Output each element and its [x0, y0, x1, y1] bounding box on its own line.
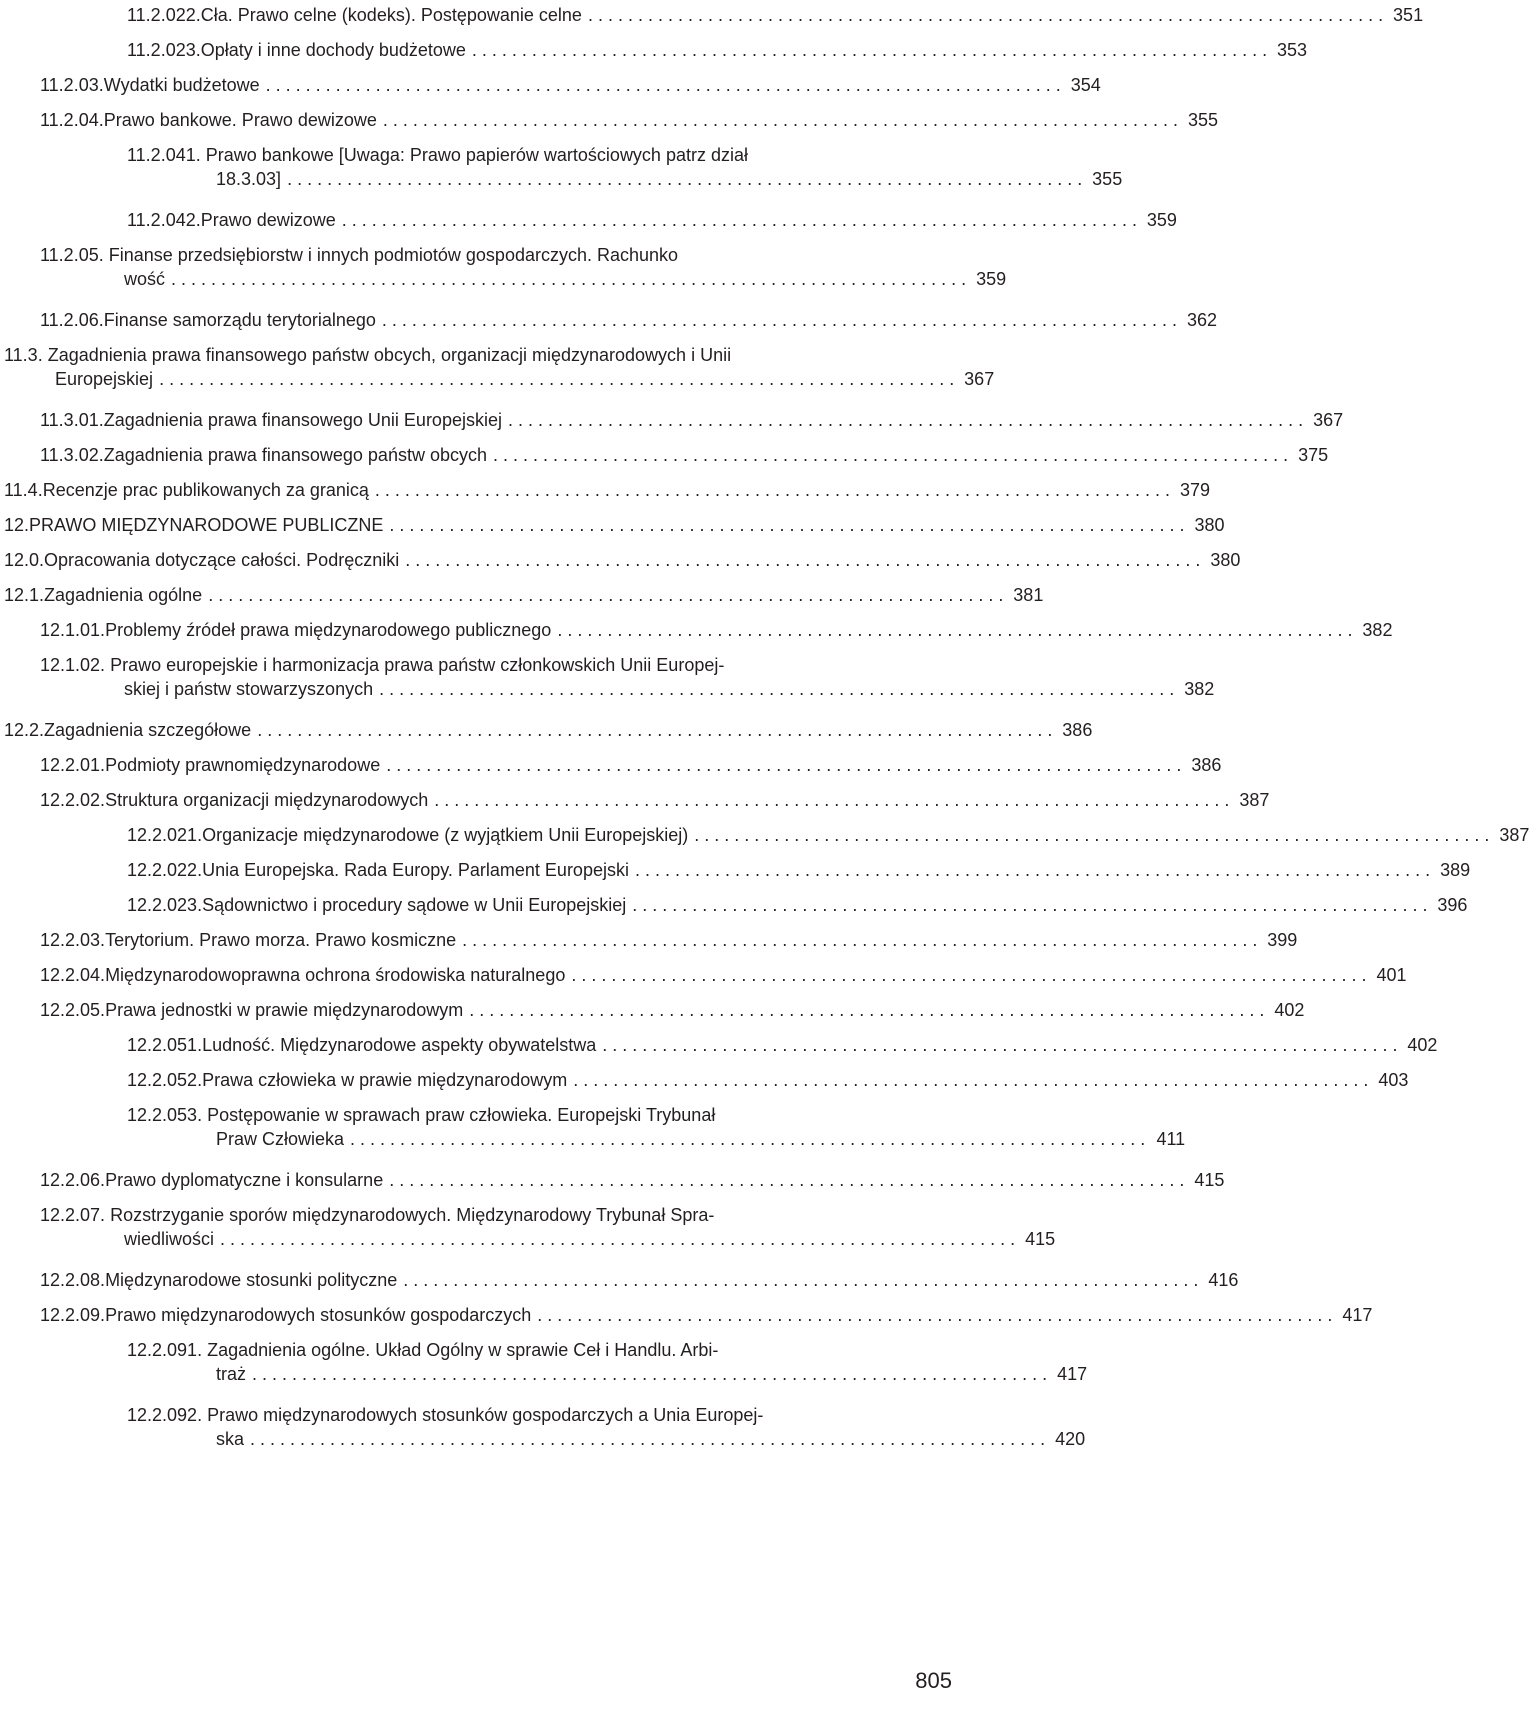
dot-leader: . . . . . . . . . . . . . . . . . . . . . . . . . . . . . . . . . . . . . . . . . . . . . . . . . . . . . . . . . . . . . . . . . . . . . . . . . . . . . . . .	[462, 930, 1258, 950]
toc-entry-number: 12.1.02.	[40, 655, 106, 675]
toc-entry-number: 11.2.04.	[40, 110, 104, 130]
toc-entry-page: 402	[1274, 1000, 1305, 1020]
toc-entry-number: 12.2.021.	[127, 825, 203, 845]
toc-entry-number: 12.2.023.	[127, 895, 203, 915]
toc-entry-page: 382	[1184, 679, 1215, 699]
toc-entry-number: 11.2.06.	[40, 310, 104, 330]
toc-entry-first-line	[40, 243, 868, 267]
toc-entry[interactable]	[127, 208, 1177, 232]
toc-entry-title: Międzynarodowe stosunki polityczne	[105, 1270, 398, 1290]
toc-entry-title: Prawa jednostki w prawie międzynarodowym	[105, 1000, 464, 1020]
toc-entry-page: 353	[1277, 40, 1308, 60]
toc-entry[interactable]	[40, 618, 1393, 642]
toc-entry-title: Recenzje prac publikowanych za granicą	[42, 480, 369, 500]
toc-entry-page: 354	[1070, 75, 1101, 95]
toc-entry[interactable]	[40, 1203, 1056, 1251]
toc-entry-page: 355	[1187, 110, 1219, 130]
toc-entry-title: Opłaty i inne dochody budżetowe	[200, 40, 466, 60]
toc-entry-page: 382	[1362, 620, 1393, 640]
toc-entry-title: Zagadnienia prawa finansowego państw obcych	[103, 445, 487, 465]
toc-entry-number: 12.2.051.	[127, 1035, 203, 1055]
toc-entry-title: Problemy źródeł prawa międzynarodowego publicznego	[105, 620, 552, 640]
toc-entry-title: Prawo bankowe. Prawo dewizowe	[103, 110, 377, 130]
toc-entry[interactable]	[4, 548, 1241, 572]
dot-leader: . . . . . . . . . . . . . . . . . . . . . . . . . . . . . . . . . . . . . . . . . . . . . . . . . . . . . . . . . . . . . . . . . . . . . . . . . . . . . . . .	[632, 895, 1428, 915]
toc-entry-title: Organizacje międzynarodowe (z wyjątkiem Unii Europejskiej)	[202, 825, 689, 845]
dot-leader: . . . . . . . . . . . . . . . . . . . . . . . . . . . . . . . . . . . . . . . . . . . . . . . . . . . . . . . . . . . . . . . . . . . . . . . . . . . . . . . .	[469, 1000, 1265, 1020]
toc-entry[interactable]	[4, 513, 1225, 537]
toc-entry-title: Prawa człowieka w prawie międzynarodowym	[202, 1070, 568, 1090]
toc-entry-page: 379	[1180, 480, 1211, 500]
toc-entry-page: 415	[1025, 1229, 1056, 1249]
toc-entry-number: 11.3.01.	[40, 410, 104, 430]
dot-leader: . . . . . . . . . . . . . . . . . . . . . . . . . . . . . . . . . . . . . . . . . . . . . . . . . . . . . . . . . . . . . . . . . . . . . . . . . . . . . . . .	[571, 965, 1367, 985]
toc-entry-first-line	[40, 1203, 868, 1227]
toc-entry-page: 386	[1062, 720, 1093, 740]
toc-entry[interactable]	[40, 408, 1344, 432]
dot-leader: . . . . . . . . . . . . . . . . . . . . . . . . . . . . . . . . . . . . . . . . . . . . . . . . . . . . . . . . . . . . . . . . . . . . . . . . . . . . . . . .	[257, 720, 1053, 740]
toc-entry-title: Zagadnienia ogólne. Układ Ogólny w sprawie Ceł i Handlu. Arbi-	[202, 1340, 719, 1360]
dot-leader: . . . . . . . . . . . . . . . . . . . . . . . . . . . . . . . . . . . . . . . . . . . . . . . . . . . . . . . . . . . . . . . . . . . . . . . . . . . . . . . .	[250, 1429, 1046, 1449]
toc-entry-number: 12.2.06.	[40, 1170, 106, 1190]
toc-entry-page: 396	[1437, 895, 1468, 915]
dot-leader: . . . . . . . . . . . . . . . . . . . . . . . . . . . . . . . . . . . . . . . . . . . . . . . . . . . . . . . . . . . . . . . . . . . . . . . . . . . . . . . .	[374, 480, 1171, 500]
toc-entry[interactable]	[40, 788, 1270, 812]
toc-entry-title: Zagadnienia prawa finansowego Unii Europejskiej	[103, 410, 502, 430]
toc-entry-title: Postępowanie w sprawach praw człowieka. Europejski Trybunał	[202, 1105, 716, 1125]
toc-entry[interactable]	[40, 108, 1219, 132]
toc-entry-number: 12.2.091.	[127, 1340, 203, 1360]
toc-entry-title: Unia Europejska. Rada Europy. Parlament Europejski	[202, 860, 629, 880]
dot-leader: . . . . . . . . . . . . . . . . . . . . . . . . . . . . . . . . . . . . . . . . . . . . . . . . . . . . . . . . . . . . . . . . . . . . . . . . . . . . . . . .	[573, 1070, 1369, 1090]
toc-entry-title: Terytorium. Prawo morza. Prawo kosmiczne	[105, 930, 457, 950]
toc-entry-page: 375	[1298, 445, 1329, 465]
toc-entry[interactable]	[127, 1068, 1409, 1092]
toc-entry[interactable]	[40, 443, 1329, 467]
dot-leader: . . . . . . . . . . . . . . . . . . . . . . . . . . . . . . . . . . . . . . . . . . . . . . . . . . . . . . . . . . . . . . . . . . . . . . . . . . . . . . . .	[220, 1229, 1016, 1249]
toc-entry-number: 12.2.092.	[127, 1405, 203, 1425]
toc-entry-page: 359	[976, 269, 1007, 289]
toc-entry-page: 381	[1013, 585, 1044, 605]
toc-entry-page: 403	[1378, 1070, 1409, 1090]
dot-leader: . . . . . . . . . . . . . . . . . . . . . . . . . . . . . . . . . . . . . . . . . . . . . . . . . . . . . . . . . . . . . . . . . . . . . . . . . . . . . . . .	[587, 5, 1384, 25]
dot-leader: . . . . . . . . . . . . . . . . . . . . . . . . . . . . . . . . . . . . . . . . . . . . . . . . . . . . . . . . . . . . . . . . . . . . . . . . . . . . . . . .	[265, 75, 1061, 95]
toc-entry-number: 11.3.02.	[40, 445, 104, 465]
toc-entry-page: 355	[1092, 169, 1123, 189]
dot-leader: . . . . . . . . . . . . . . . . . . . . . . . . . . . . . . . . . . . . . . . . . . . . . . . . . . . . . . . . . . . . . . . . . . . . . . . . . . . . . . . .	[405, 550, 1201, 570]
dot-leader: . . . . . . . . . . . . . . . . . . . . . . . . . . . . . . . . . . . . . . . . . . . . . . . . . . . . . . . . . . . . . . . . . . . . . . . . . . . . . . . .	[471, 40, 1268, 60]
toc-entry-title-continuation: traż	[216, 1364, 247, 1384]
dot-leader: . . . . . . . . . . . . . . . . . . . . . . . . . . . . . . . . . . . . . . . . . . . . . . . . . . . . . . . . . . . . . . . . . . . . . . . . . . . . . . . .	[403, 1270, 1199, 1290]
toc-entry[interactable]	[40, 243, 1007, 291]
toc-entry-page: 402	[1407, 1035, 1438, 1055]
toc-entry[interactable]	[127, 1338, 1088, 1386]
toc-entry-title: Podmioty prawnomiędzynarodowe	[105, 755, 381, 775]
toc-entry-title-continuation: Praw Człowieka	[216, 1129, 345, 1149]
toc-entry-title: Struktura organizacji międzynarodowych	[105, 790, 429, 810]
toc-entry-page: 386	[1191, 755, 1222, 775]
toc-entry[interactable]	[127, 3, 1424, 27]
toc-entry-number: 11.3.	[4, 345, 43, 365]
dot-leader: . . . . . . . . . . . . . . . . . . . . . . . . . . . . . . . . . . . . . . . . . . . . . . . . . . . . . . . . . . . . . . . . . . . . . . . . . . . . . . . .	[159, 369, 955, 389]
toc-entry[interactable]	[40, 73, 1101, 97]
dot-leader: . . . . . . . . . . . . . . . . . . . . . . . . . . . . . . . . . . . . . . . . . . . . . . . . . . . . . . . . . . . . . . . . . . . . . . . . . . . . . . . .	[602, 1035, 1398, 1055]
toc-entry[interactable]	[40, 653, 1215, 701]
toc-entry-first-line	[4, 343, 868, 367]
toc-entry[interactable]	[127, 1033, 1438, 1057]
toc-entry[interactable]	[40, 308, 1218, 332]
toc-entry[interactable]	[40, 1268, 1239, 1292]
toc-entry-number: 12.2.053.	[127, 1105, 203, 1125]
toc-entry-page: 411	[1156, 1129, 1186, 1149]
toc-entry-title: Finanse przedsiębiorstw i innych podmiotów gospodarczych. Rachunko	[103, 245, 679, 265]
toc-entry-number: 12.1.01.	[40, 620, 106, 640]
toc-entry[interactable]	[127, 823, 1529, 847]
toc-entry-page: 420	[1055, 1429, 1086, 1449]
dot-leader: . . . . . . . . . . . . . . . . . . . . . . . . . . . . . . . . . . . . . . . . . . . . . . . . . . . . . . . . . . . . . . . . . . . . . . . . . . . . . . . .	[537, 1305, 1333, 1325]
toc-entry-title: Prawo dewizowe	[200, 210, 336, 230]
toc-entry-title: Rozstrzyganie sporów międzynarodowych. Międzynarodowy Trybunał Spra-	[105, 1205, 715, 1225]
toc-entry[interactable]	[127, 1103, 1186, 1151]
toc-entry[interactable]	[127, 1403, 1086, 1451]
dot-leader: . . . . . . . . . . . . . . . . . . . . . . . . . . . . . . . . . . . . . . . . . . . . . . . . . . . . . . . . . . . . . . . . . . . . . . . . . . . . . . . .	[492, 445, 1289, 465]
dot-leader: . . . . . . . . . . . . . . . . . . . . . . . . . . . . . . . . . . . . . . . . . . . . . . . . . . . . . . . . . . . . . . . . . . . . . . . . . . . . . . . .	[341, 210, 1137, 230]
toc-entry[interactable]	[127, 858, 1471, 882]
toc-entry-page: 367	[964, 369, 995, 389]
toc-entry-number: 12.0.	[4, 550, 45, 570]
toc-entry-title: Ludność. Międzynarodowe aspekty obywatelstwa	[202, 1035, 597, 1055]
toc-entry-page: 387	[1499, 825, 1529, 845]
toc-entry[interactable]	[4, 718, 1093, 742]
dot-leader: . . . . . . . . . . . . . . . . . . . . . . . . . . . . . . . . . . . . . . . . . . . . . . . . . . . . . . . . . . . . . . . . . . . . . . . . . . . . . . . .	[389, 1170, 1185, 1190]
toc-entry-title: Prawo międzynarodowych stosunków gospodarczych a Unia Europej-	[202, 1405, 764, 1425]
dot-leader: . . . . . . . . . . . . . . . . . . . . . . . . . . . . . . . . . . . . . . . . . . . . . . . . . . . . . . . . . . . . . . . . . . . . . . . . . . . . . . . .	[287, 169, 1083, 189]
toc-entry-page: 417	[1057, 1364, 1088, 1384]
toc-entry-number: 11.2.022.	[127, 5, 201, 25]
toc-entry-page: 367	[1313, 410, 1344, 430]
toc-entry[interactable]	[40, 753, 1222, 777]
dot-leader: . . . . . . . . . . . . . . . . . . . . . . . . . . . . . . . . . . . . . . . . . . . . . . . . . . . . . . . . . . . . . . . . . . . . . . . . . . . . . . . .	[634, 860, 1431, 880]
toc-entry-page: 387	[1239, 790, 1270, 810]
toc-entry-first-line	[40, 653, 868, 677]
toc-entry-title: Prawo europejskie i harmonizacja prawa państw członkowskich Unii Europej-	[105, 655, 725, 675]
dot-leader: . . . . . . . . . . . . . . . . . . . . . . . . . . . . . . . . . . . . . . . . . . . . . . . . . . . . . . . . . . . . . . . . . . . . . . . . . . . . . . . .	[694, 825, 1490, 845]
toc-entry-title: PRAWO MIĘDZYNARODOWE PUBLICZNE	[29, 515, 384, 535]
toc-entry-first-line	[127, 1338, 868, 1362]
toc-entry-number: 11.2.05.	[40, 245, 104, 265]
toc-entry-first-line	[127, 1103, 868, 1127]
toc-entry-page: 399	[1267, 930, 1298, 950]
toc-entry-title: Zagadnienia ogólne	[44, 585, 203, 605]
toc-entry-title: Zagadnienia prawa finansowego państw obcych, organizacji międzynarodowych i Unii	[42, 345, 732, 365]
toc-entry-title: Finanse samorządu terytorialnego	[103, 310, 376, 330]
toc-entry-page: 415	[1194, 1170, 1225, 1190]
toc-entry[interactable]	[127, 893, 1468, 917]
toc-entry[interactable]	[4, 478, 1211, 502]
dot-leader: . . . . . . . . . . . . . . . . . . . . . . . . . . . . . . . . . . . . . . . . . . . . . . . . . . . . . . . . . . . . . . . . . . . . . . . . . . . . . . . .	[381, 310, 1178, 330]
toc-entry-title-continuation: ska	[216, 1429, 245, 1449]
dot-leader: . . . . . . . . . . . . . . . . . . . . . . . . . . . . . . . . . . . . . . . . . . . . . . . . . . . . . . . . . . . . . . . . . . . . . . . . . . . . . . . .	[252, 1364, 1048, 1384]
toc-entry-number: 12.1.	[4, 585, 45, 605]
toc-entry[interactable]	[127, 38, 1308, 62]
toc-entry[interactable]	[40, 928, 1298, 952]
toc-entry-number: 12.2.03.	[40, 930, 106, 950]
toc-entry-number: 12.2.05.	[40, 1000, 106, 1020]
toc-entry-page: 380	[1194, 515, 1225, 535]
toc-entry-number: 11.2.03.	[40, 75, 104, 95]
toc-entry-page: 401	[1376, 965, 1407, 985]
toc-entry-title: Prawo bankowe [Uwaga: Prawo papierów wartościowych patrz dział	[200, 145, 748, 165]
toc-entry-title-continuation: 18.3.03]	[216, 169, 282, 189]
toc-entry-number: 12.2.02.	[40, 790, 106, 810]
toc-entry-title: Wydatki budżetowe	[103, 75, 260, 95]
dot-leader: . . . . . . . . . . . . . . . . . . . . . . . . . . . . . . . . . . . . . . . . . . . . . . . . . . . . . . . . . . . . . . . . . . . . . . . . . . . . . . . .	[171, 269, 967, 289]
toc-entry-page: 351	[1393, 5, 1424, 25]
toc-entry-page: 359	[1146, 210, 1177, 230]
toc-entry-title: Międzynarodowoprawna ochrona środowiska naturalnego	[105, 965, 566, 985]
dot-leader: . . . . . . . . . . . . . . . . . . . . . . . . . . . . . . . . . . . . . . . . . . . . . . . . . . . . . . . . . . . . . . . . . . . . . . . . . . . . . . . .	[389, 515, 1185, 535]
toc-entry-title: Prawo międzynarodowych stosunków gospodarczych	[105, 1305, 532, 1325]
toc-entry[interactable]	[127, 143, 1123, 191]
toc-entry-title-continuation: wiedliwości	[124, 1229, 215, 1249]
toc-entry[interactable]	[40, 1168, 1225, 1192]
toc-entry-number: 12.2.052.	[127, 1070, 203, 1090]
toc-entry[interactable]	[40, 963, 1407, 987]
toc-entry-number: 11.2.041.	[127, 145, 201, 165]
toc-entry-number: 12.2.08.	[40, 1270, 106, 1290]
toc-entry-first-line	[127, 1403, 868, 1427]
dot-leader: . . . . . . . . . . . . . . . . . . . . . . . . . . . . . . . . . . . . . . . . . . . . . . . . . . . . . . . . . . . . . . . . . . . . . . . . . . . . . . . .	[386, 755, 1182, 775]
toc-entry-number: 12.2.04.	[40, 965, 106, 985]
dot-leader: . . . . . . . . . . . . . . . . . . . . . . . . . . . . . . . . . . . . . . . . . . . . . . . . . . . . . . . . . . . . . . . . . . . . . . . . . . . . . . . .	[350, 1129, 1146, 1149]
toc-entry-title-continuation: Europejskiej	[55, 369, 154, 389]
toc-entry-page: 362	[1187, 310, 1218, 330]
dot-leader: . . . . . . . . . . . . . . . . . . . . . . . . . . . . . . . . . . . . . . . . . . . . . . . . . . . . . . . . . . . . . . . . . . . . . . . . . . . . . . . .	[557, 620, 1353, 640]
toc-entry-number: 12.2.09.	[40, 1305, 106, 1325]
toc-entry-title: Sądownictwo i procedury sądowe w Unii Europejskiej	[202, 895, 627, 915]
toc-entry-number: 11.2.023.	[127, 40, 201, 60]
toc-entry-number: 12.2.022.	[127, 860, 203, 880]
toc-entry[interactable]	[4, 583, 1044, 607]
toc-entry[interactable]	[4, 343, 995, 391]
toc-entry-number: 12.2.	[4, 720, 45, 740]
toc-entry[interactable]	[40, 1303, 1373, 1327]
toc-entry-title: Zagadnienia szczegółowe	[44, 720, 252, 740]
dot-leader: . . . . . . . . . . . . . . . . . . . . . . . . . . . . . . . . . . . . . . . . . . . . . . . . . . . . . . . . . . . . . . . . . . . . . . . . . . . . . . . .	[379, 679, 1175, 699]
toc-entry-page: 380	[1210, 550, 1241, 570]
toc-entry-page: 416	[1208, 1270, 1239, 1290]
toc-entry-first-line	[127, 143, 868, 167]
dot-leader: . . . . . . . . . . . . . . . . . . . . . . . . . . . . . . . . . . . . . . . . . . . . . . . . . . . . . . . . . . . . . . . . . . . . . . . . . . . . . . . .	[382, 110, 1179, 130]
toc-entry-page: 389	[1440, 860, 1471, 880]
dot-leader: . . . . . . . . . . . . . . . . . . . . . . . . . . . . . . . . . . . . . . . . . . . . . . . . . . . . . . . . . . . . . . . . . . . . . . . . . . . . . . . .	[434, 790, 1230, 810]
dot-leader: . . . . . . . . . . . . . . . . . . . . . . . . . . . . . . . . . . . . . . . . . . . . . . . . . . . . . . . . . . . . . . . . . . . . . . . . . . . . . . . .	[208, 585, 1004, 605]
toc-entry-title: Opracowania dotyczące całości. Podręczniki	[44, 550, 400, 570]
toc-entry-title: Cła. Prawo celne (kodeks). Postępowanie celne	[200, 5, 582, 25]
toc-entry[interactable]	[40, 998, 1305, 1022]
toc-entry-number: 11.2.042.	[127, 210, 201, 230]
toc-entry-number: 12.	[4, 515, 30, 535]
toc-entry-page: 417	[1342, 1305, 1373, 1325]
toc-entry-number: 12.2.01.	[40, 755, 106, 775]
toc-entry-title-continuation: wość	[124, 269, 166, 289]
toc-entry-number: 11.4.	[4, 480, 43, 500]
toc-entry-title-continuation: skiej i państw stowarzyszonych	[124, 679, 374, 699]
page-number: 805	[915, 1668, 952, 1693]
dot-leader: . . . . . . . . . . . . . . . . . . . . . . . . . . . . . . . . . . . . . . . . . . . . . . . . . . . . . . . . . . . . . . . . . . . . . . . . . . . . . . . .	[507, 410, 1304, 430]
toc-entry-title: Prawo dyplomatyczne i konsularne	[105, 1170, 384, 1190]
toc-entry-number: 12.2.07.	[40, 1205, 106, 1225]
